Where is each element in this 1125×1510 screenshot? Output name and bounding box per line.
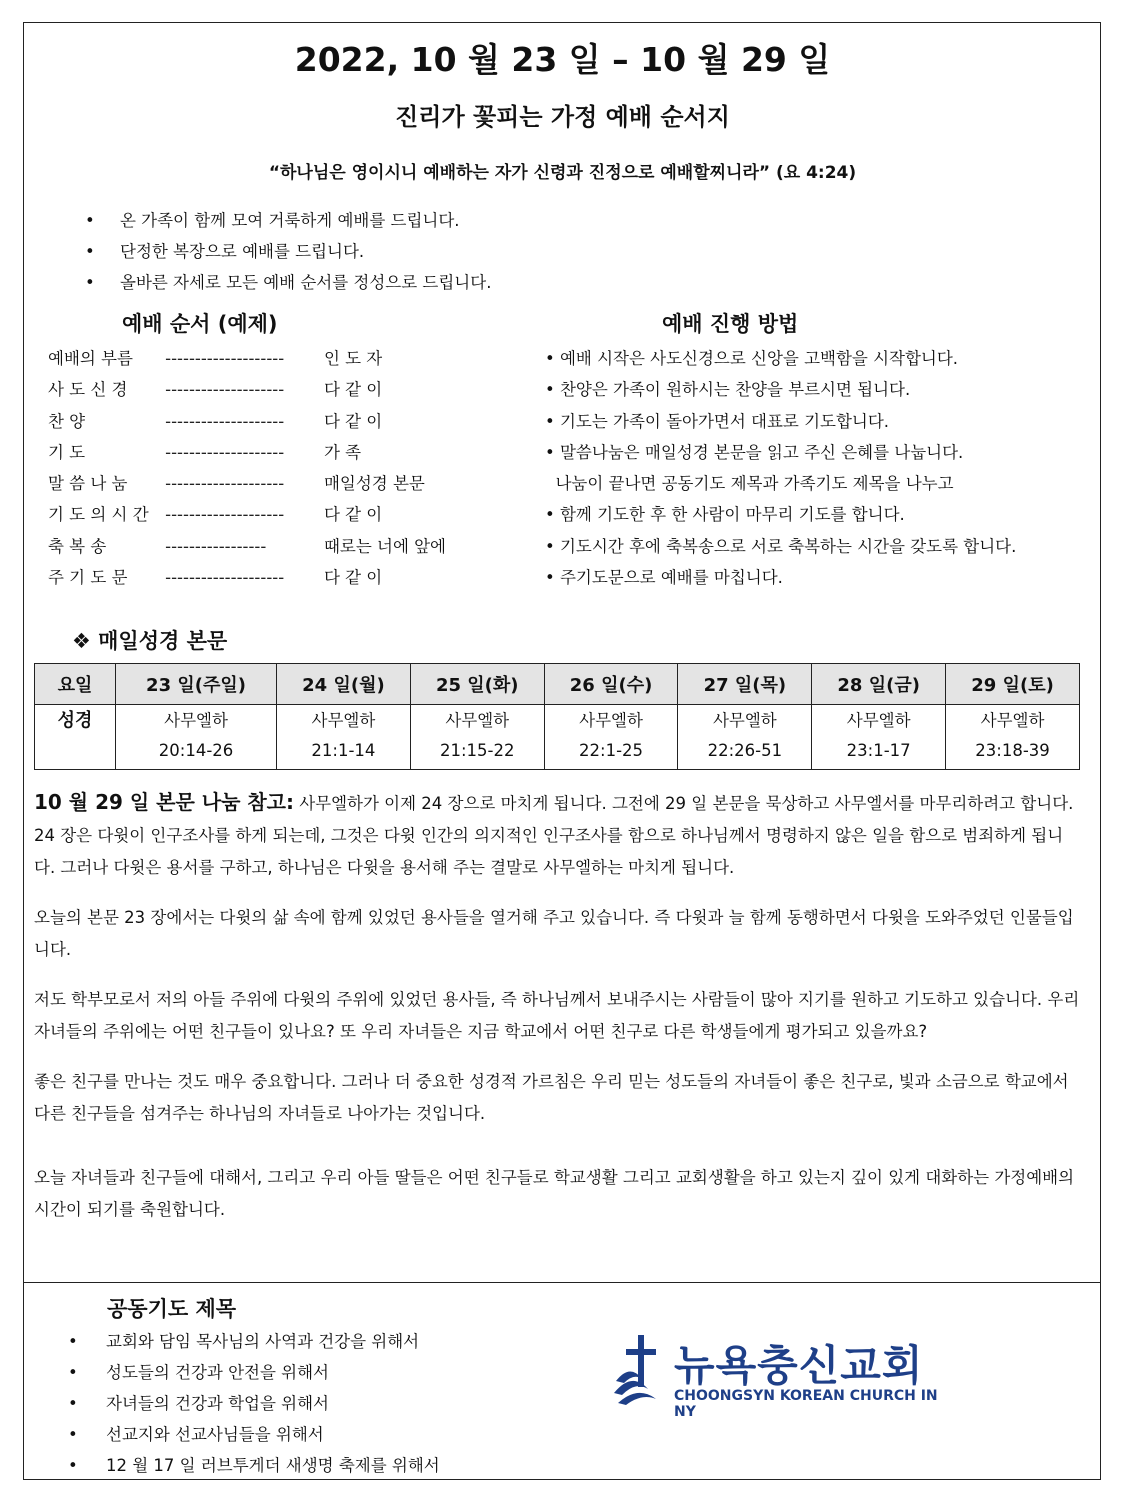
worship-method [545,343,1095,593]
table-header: 24 일(월) [277,664,411,705]
table-header-row [35,664,1080,705]
method-row: 나눔이 끝나면 공동기도 제목과 가족기도 제목을 나누고 [545,474,954,494]
order-row: 축 복 송 ----------------- 때로는 너에 앞에 [48,536,447,556]
list-item: • 올바른 자세로 모든 예배 순서를 정성으로 드립니다. [85,267,491,298]
method-row: • 예배 시작은 사도신경으로 신앙을 고백함을 시작합니다. [545,349,959,368]
page-title: 2022, 10 월 23 일 – 10 월 29 일 [294,40,831,79]
order-row: 기 도 -------------------- 가 족 [48,442,362,462]
church-name: 뉴욕충신교회 [674,1341,924,1390]
method-row: • 기도시간 후에 축복송으로 서로 축복하는 시간을 갖도록 합니다. [545,536,1017,556]
scripture-verse: “하나님은 영이시니 예배하는 자가 신령과 진정으로 예배할찌니라” (요 4:24) [268,163,857,183]
prayer-heading: 공동기도 제목 [107,1297,237,1321]
church-name-english: CHOONGSYN KOREAN CHURCH IN NY [674,1388,938,1420]
bible-heading: ❖ 매일성경 본문 [72,629,228,653]
table-header: 28 일(금) [812,664,946,705]
notes-paragraph: 좋은 친구를 만나는 것도 매우 중요합니다. 그러나 더 중요한 성경적 가르침은 우리 믿는 성도들의 자녀들이 좋은 친구로, 빛과 소금으로 학교에서 다른 친구들을 섬겨주는 하나님의 자녀들로 나아가는 것입니다. [34,1072,1069,1123]
order-row: 말 씀 나 눔 -------------------- 매일성경 본문 [48,474,425,494]
table-header: 26 일(수) [544,664,678,705]
list-item: • 온 가족이 함께 모여 거룩하게 예배를 드립니다. [85,205,491,236]
table-cell: 사무엘하 21:1-14 [277,705,411,770]
table-header: 27 일(목) [678,664,812,705]
prayer-list [68,1326,440,1481]
table-row [35,705,1080,770]
cross-wave-icon [612,1333,672,1408]
method-row: • 찬양은 가족이 원하시는 찬양을 부르시면 됩니다. [545,380,911,400]
method-heading: 예배 진행 방법 [662,312,799,336]
order-row: 기 도 의 시 간 -------------------- 다 같 이 [48,505,383,525]
sharing-notes [34,786,1084,1244]
notes-lead: 10 월 29 일 본문 나눔 참고: [34,790,294,814]
notes-paragraph: 저도 학부모로서 저의 아들 주위에 다윗의 주위에 있었던 용사들, 즉 하나님께서 보내주시는 사람들이 많아 지기를 원하고 기도하고 있습니다. 우리 자녀들의 주위에는 어떤 친구들이 있나요? 또 우리 자녀들은 지금 학교에서 어떤 친구로 다른 학생들에게 평가되고 있을까요? [34,990,1080,1041]
list-item: • 단정한 복장으로 예배를 드립니다. [85,236,491,267]
page-subtitle: 진리가 꽃피는 가정 예배 순서지 [395,103,730,131]
table-header: 29 일(토) [946,664,1080,705]
list-item: • 성도들의 건강과 안전을 위해서 [68,1357,440,1388]
table-header: 요일 [35,664,116,705]
list-item: • 자녀들의 건강과 학업을 위해서 [68,1388,440,1419]
table-cell: 사무엘하 23:18-39 [946,705,1080,770]
order-row: 사 도 신 경 -------------------- 다 같 이 [48,380,383,400]
method-row: • 함께 기도한 후 한 사람이 마무리 기도를 합니다. [545,505,905,525]
table-header: 23 일(주일) [116,664,277,705]
table-cell: 사무엘하 23:1-17 [812,705,946,770]
list-item: • 교회와 담임 목사님의 사역과 건강을 위해서 [68,1326,440,1357]
method-row: • 말씀나눔은 매일성경 본문을 읽고 주신 은혜를 나눕니다. [545,442,964,462]
list-item: • 선교지와 선교사님들을 위해서 [68,1419,440,1450]
worship-rules-list [85,205,491,298]
table-cell: 사무엘하 21:15-22 [410,705,544,770]
notes-paragraph: 10 월 29 일 본문 나눔 참고: 사무엘하가 이제 24 장으로 마치게 됩니다. 그전에 29 일 본문을 묵상하고 사무엘서를 마무리하려고 합니다. 24 장은 다윗이 인구조사를 하게 되는데, 그것은 다윗 인간의 의지적인 인구조사를 함으로 하나님께서 명령하지 않은 일을 함으로 범죄하게 됩니다. 그러나 다윗은 용서를 구하고, 하나님은 다윗을 용서해 주는 결말로 사무엘하는 마치게 됩니다. [34,790,1074,877]
table-header: 25 일(화) [410,664,544,705]
notes-paragraph: 오늘의 본문 23 장에서는 다윗의 삶 속에 함께 있었던 용사들을 열거해 주고 있습니다. 즉 다윗과 늘 함께 동행하면서 다윗을 도와주었던 인물들입니다. [34,908,1074,959]
table-cell: 사무엘하 20:14-26 [116,705,277,770]
section-divider [23,1282,1101,1283]
church-logo [612,1333,952,1420]
table-cell: 성경 [35,705,116,770]
method-row: • 주기도문으로 예배를 마칩니다. [545,568,783,588]
bible-reading-table [34,663,1080,770]
order-row: 주 기 도 문 -------------------- 다 같 이 [48,568,383,588]
notes-paragraph: 오늘 자녀들과 친구들에 대해서, 그리고 우리 아들 딸들은 어떤 친구들로 학교생활 그리고 교회생활을 하고 있는지 깊이 있게 대화하는 가정예배의 시간이 되기를 축원합니다. [34,1168,1075,1219]
order-row: 예배의 부름 -------------------- 인 도 자 [48,349,383,368]
list-item: • 12 월 17 일 러브투게더 새생명 축제를 위해서 [68,1450,440,1481]
worship-order [48,343,448,593]
table-cell: 사무엘하 22:1-25 [544,705,678,770]
method-row: • 기도는 가족이 돌아가면서 대표로 기도합니다. [545,411,890,431]
order-heading: 예배 순서 (예제) [122,312,278,336]
order-row: 찬 양 -------------------- 다 같 이 [48,411,383,431]
table-cell: 사무엘하 22:26-51 [678,705,812,770]
